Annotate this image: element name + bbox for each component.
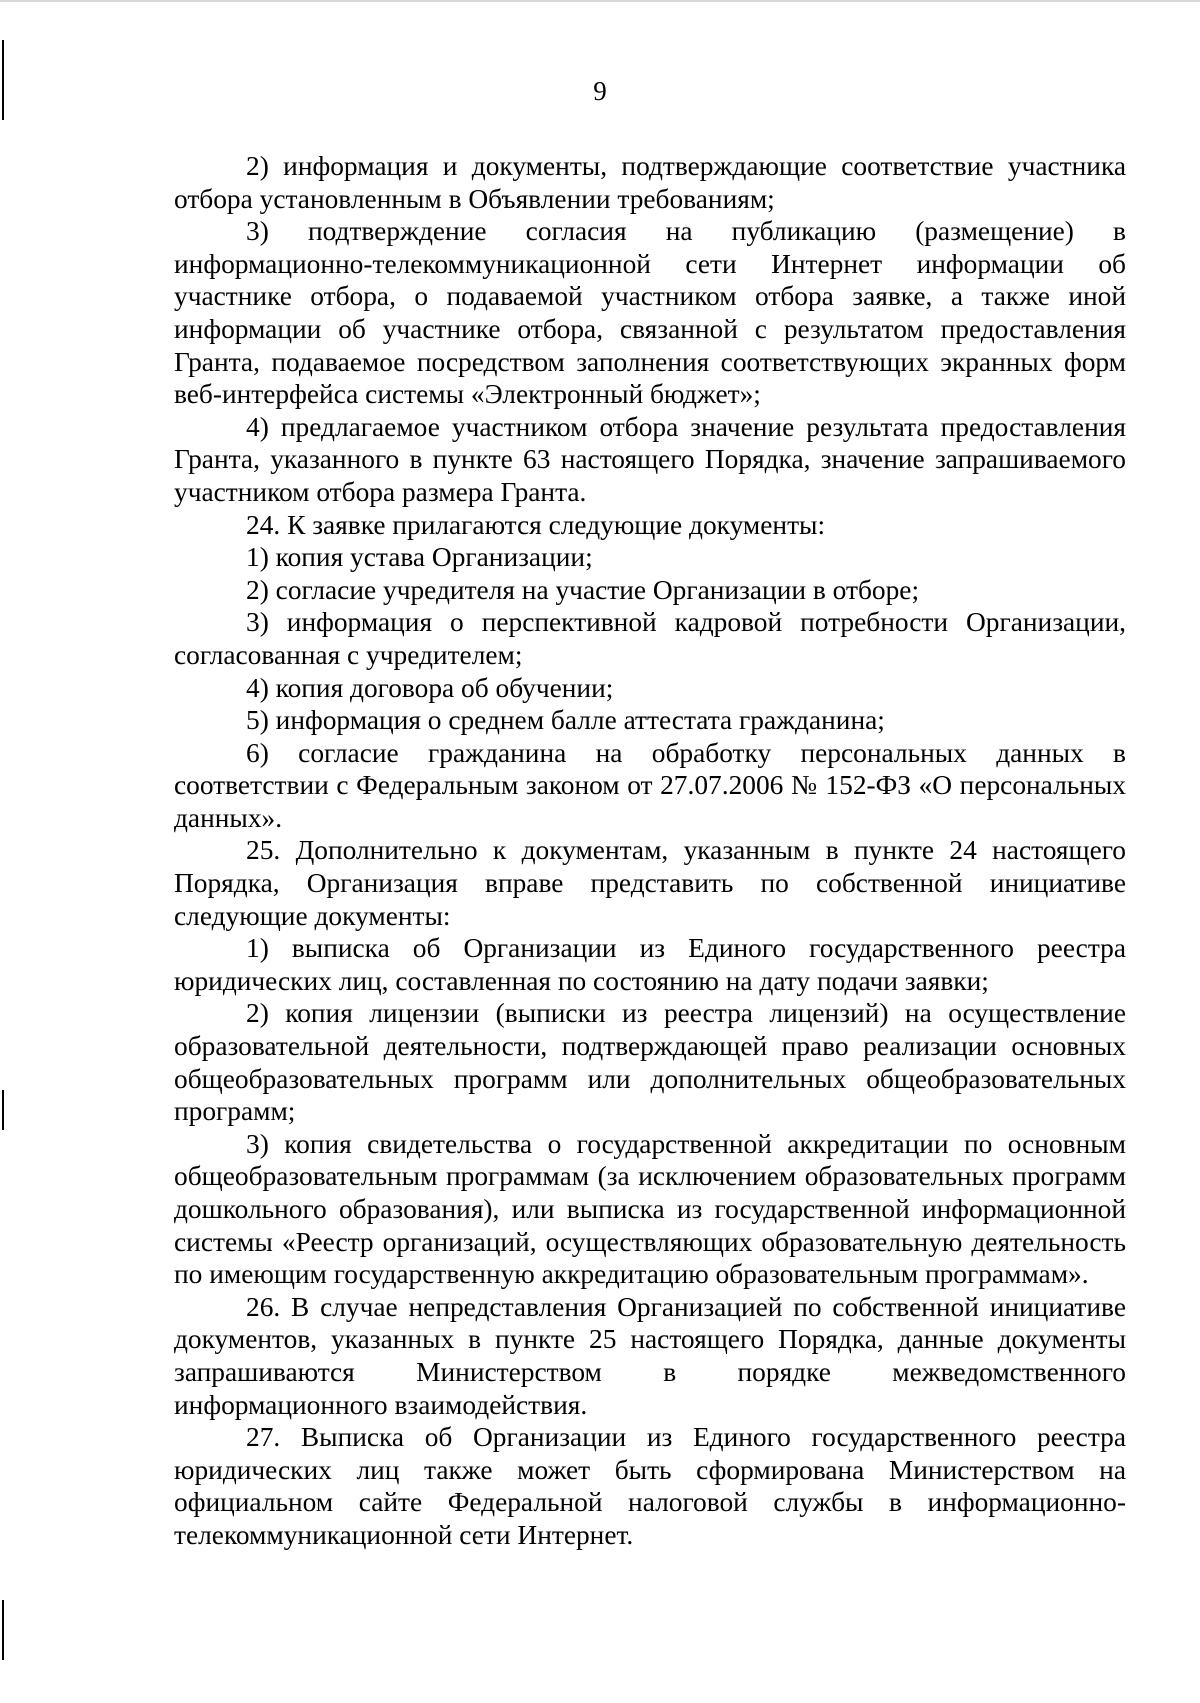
paragraph: 25. Дополнительно к документам, указанным в пункте 24 настоящего Порядка, Организация вправе представить по собственной инициативе следующие документы: [174, 835, 1126, 931]
page-number: 9 [593, 76, 607, 106]
paragraph: 26. В случае непредставления Организацией по собственной инициативе документов, указанных в пункте 25 настоящего Порядка, данные документы запрашиваются Министерством в порядке межведомственного информационного взаимодействия. [174, 1291, 1126, 1420]
paragraph: 27. Выписка об Организации из Единого государственного реестра юридических лиц также может быть сформирована Министерством на официальном сайте Федеральной налоговой службы в информационно-телекоммуникационной сети Интернет. [174, 1422, 1126, 1550]
paragraph: 2) копия лицензии (выписки из реестра лицензий) на осуществление образовательной деятельности, подтверждающей право реализации основных общеобразовательных программ или дополнительных общеобразовательных программ; [174, 998, 1126, 1127]
document-body [174, 150, 1126, 1552]
paragraph: 2) информация и документы, подтверждающие соответствие участника отбора установленным в Объявлении требованиям; [174, 151, 1126, 214]
scan-left-mark [2, 1090, 4, 1130]
paragraph: 3) информация о перспективной кадровой потребности Организации, согласованная с учредителем; [174, 607, 1126, 670]
scan-top-edge [0, 0, 1200, 2]
paragraph: 2) согласие учредителя на участие Организации в отборе; [246, 574, 920, 605]
paragraph: 5) информация о среднем балле аттестата гражданина; [246, 705, 885, 736]
paragraph: 6) согласие гражданина на обработку персональных данных в соответствии с Федеральным законом от 27.07.2006 № 152-ФЗ «О персональных данных». [174, 737, 1126, 833]
paragraph: 3) подтверждение согласия на публикацию (размещение) в информационно-телекоммуникационной сети Интернет информации об участнике отбора, о подаваемой участником отбора заявке, а также иной информации об участнике отбора, связанной с результатом предоставления Гранта, подаваемое посредством заполнения соответствующих экранных форм веб-интерфейса системы «Электронный бюджет»; [174, 216, 1126, 410]
paragraph: 4) предлагаемое участником отбора значение результата предоставления Гранта, указанного в пункте 63 настоящего Порядка, значение запрашиваемого участником отбора размера Гранта. [174, 411, 1126, 507]
paragraph: 1) выписка об Организации из Единого государственного реестра юридических лиц, составленная по состоянию на дату подачи заявки; [174, 933, 1126, 996]
scan-left-mark [2, 1600, 4, 1660]
paragraph: 3) копия свидетельства о государственной аккредитации по основным общеобразовательным программам (за исключением образовательных программ дошкольного образования), или выписка из государственной информационной системы «Реестр организаций, осуществляющих образовательную деятельность по имеющим государственную аккредитацию образовательным программам». [174, 1128, 1126, 1290]
paragraph: 24. К заявке прилагаются следующие документы: [246, 509, 826, 540]
paragraph: 4) копия договора об обучении; [246, 672, 614, 703]
paragraph: 1) копия устава Организации; [246, 542, 593, 573]
